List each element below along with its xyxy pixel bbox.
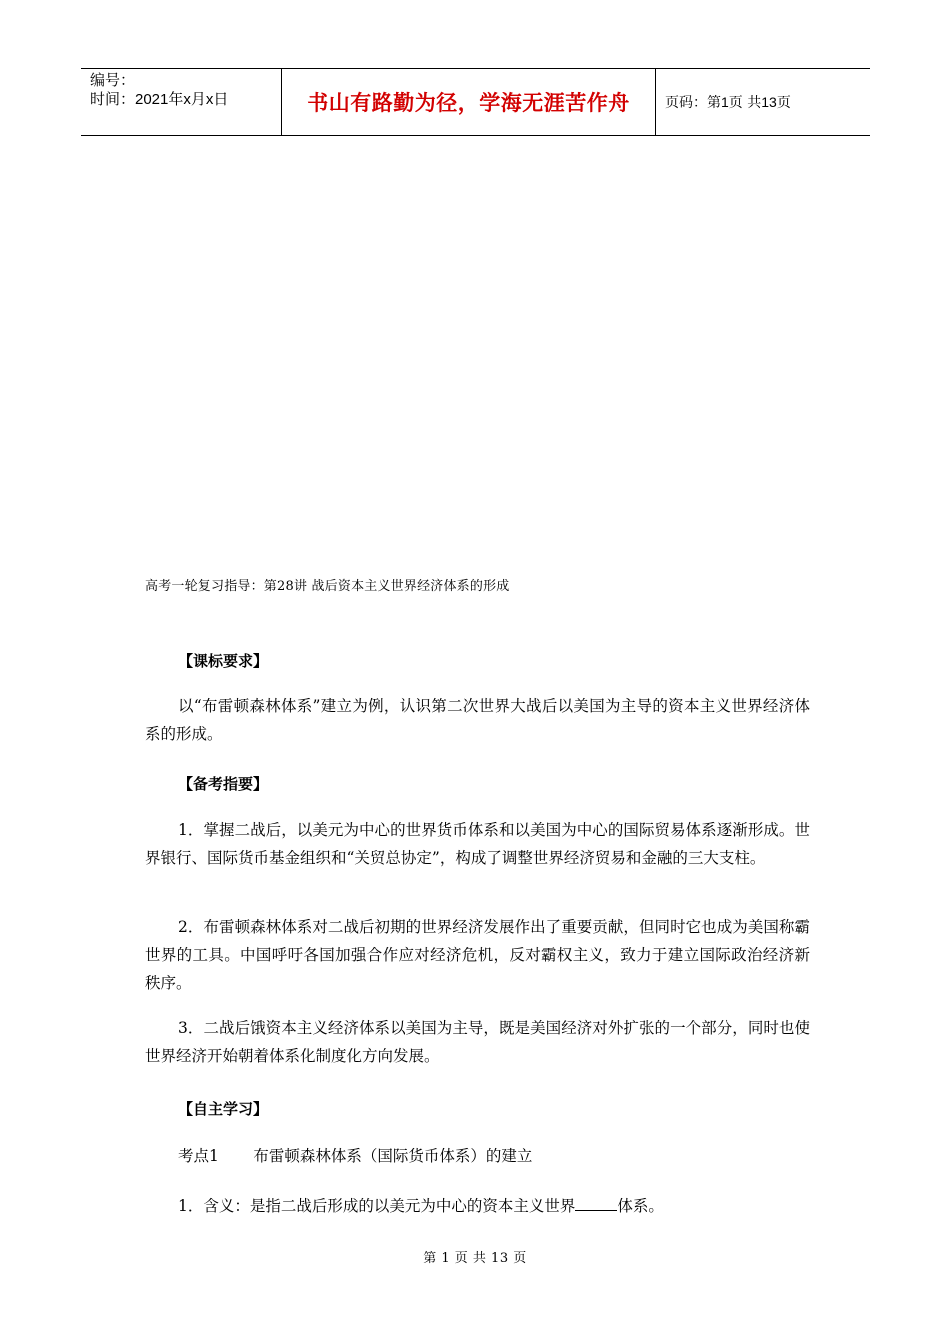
section-heading-guide: 【备考指要】: [178, 775, 269, 793]
section-heading-curriculum: 【课标要求】: [178, 652, 269, 670]
fill-in-blank[interactable]: [575, 1196, 617, 1211]
curriculum-paragraph: 以“布雷顿森林体系”建立为例，认识第二次世界大战后以美国为主导的资本主义世界经济体系的形成。: [145, 697, 810, 743]
page-prefix: 页码：第: [665, 95, 721, 111]
definition-text-before: 1．含义：是指二战后形成的以美元为中心的资本主义世界: [178, 1197, 576, 1215]
definition-line: [178, 1194, 664, 1216]
definition-text-after: 体系。: [617, 1197, 664, 1215]
guide-point-1: 1．掌握二战后，以美元为中心的世界货币体系和以美国为中心的国际贸易体系逐渐形成。世界银行、国际货币基金组织和“关贸总协定”，构成了调整世界经济贸易和金融的三大支柱。: [145, 821, 810, 867]
header-motto: 书山有路勤为径，学海无涯苦作舟: [307, 91, 630, 115]
page-suffix: 页: [776, 95, 791, 111]
page-current: 1: [721, 94, 729, 110]
header-motto-cell: [282, 69, 656, 135]
document-title: 高考一轮复习指导：第28讲 战后资本主义世界经济体系的形成: [145, 579, 510, 594]
page-total: 13: [761, 94, 777, 110]
guide-point-2: 2．布雷顿森林体系对二战后初期的世界经济发展作出了重要贡献，但同时它也成为美国称霸世界的工具。中国呼吁各国加强合作应对经济危机，反对霸权主义，致力于建立国际政治经济新秩序。: [145, 918, 810, 992]
document-code-label: 编号：: [90, 72, 136, 89]
topic-line: 考点1 布雷顿森林体系（国际货币体系）的建立: [178, 1147, 533, 1165]
section-heading-self-study: 【自主学习】: [178, 1100, 269, 1118]
page-footer: 第 1 页 共 13 页: [423, 1251, 527, 1266]
header-page-cell: [656, 69, 870, 135]
page-mid: 页 共: [728, 95, 762, 111]
guide-point-3: 3．二战后饿资本主义经济体系以美国为主导，既是美国经济对外扩张的一个部分，同时也使世界经济开始朝着体系化制度化方向发展。: [145, 1019, 810, 1065]
header-info-cell: [81, 69, 282, 135]
header-table: [81, 68, 870, 136]
document-time-label: 时间：2021年x月x日: [90, 91, 229, 108]
